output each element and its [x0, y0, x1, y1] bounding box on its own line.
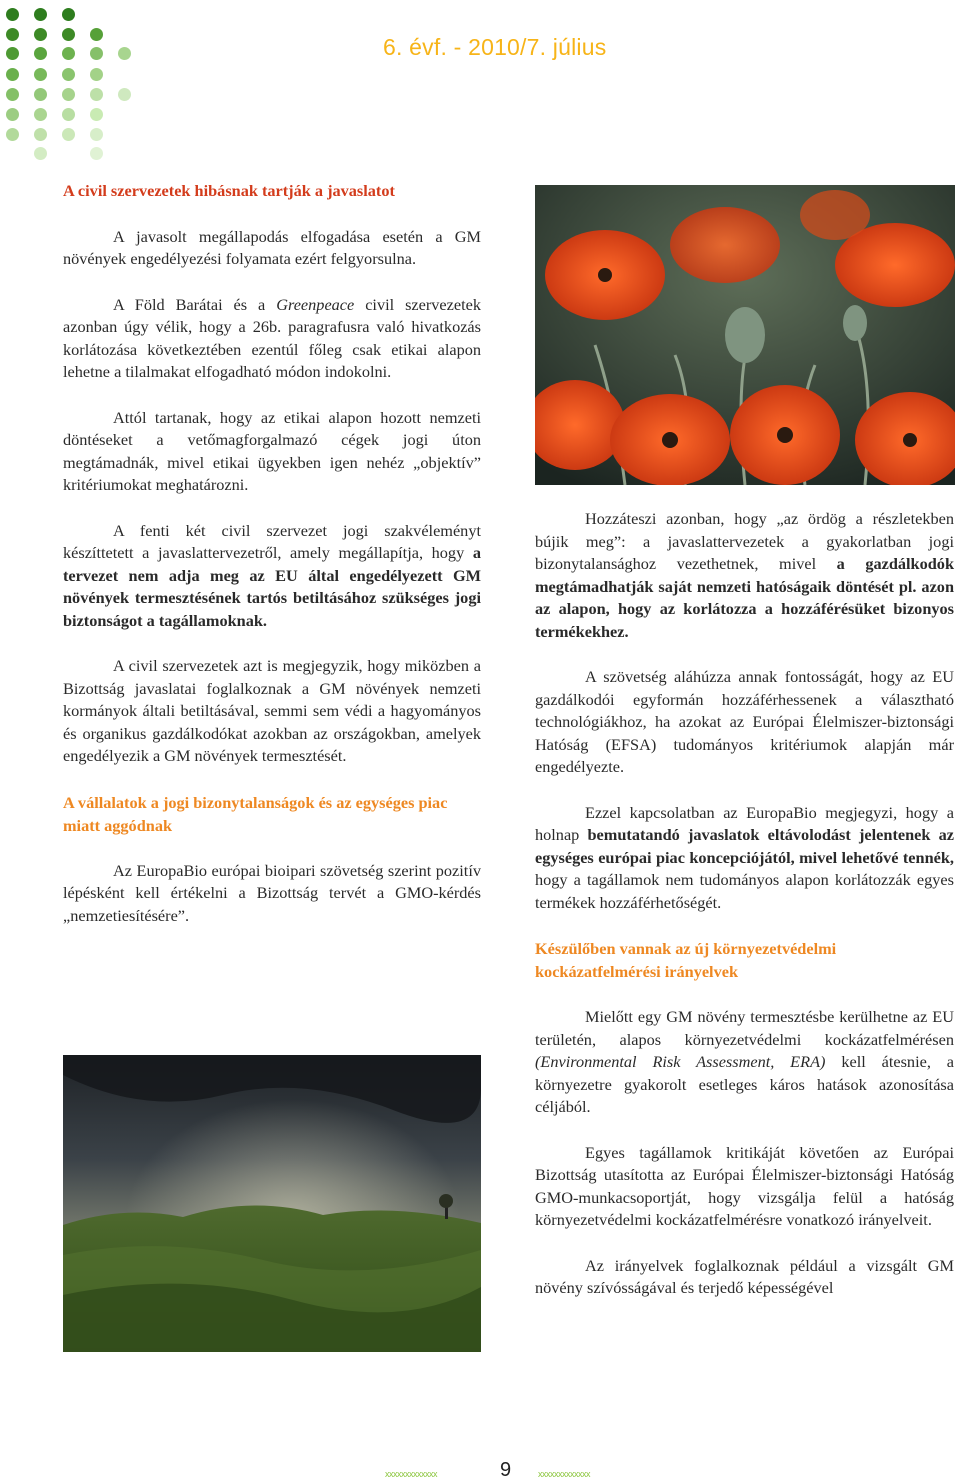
dot-icon — [34, 28, 47, 41]
paragraph: Attól tartanak, hogy az etikai alapon hozott nemzeti döntéseket a vetőmagforgalmazó cégek jogi úton megtámadnák, mivel etikai ügyekben igen nehéz „objektív” kritériumokat meghatározni. — [63, 407, 481, 494]
text-run: Mielőtt egy GM növény termesztésbe kerülhetne az EU területén, alapos környezetvédelmi kockázatfelmérésen — [535, 1007, 954, 1049]
text-run: hogy a tagállamok nem tudományos alapon korlátozzák egyes termékek hozzáférhetőségét. — [535, 870, 954, 912]
paragraph — [535, 802, 954, 915]
dot-icon — [34, 147, 47, 160]
poppy-photo-illustration — [535, 185, 955, 485]
dot-icon — [62, 68, 75, 81]
dot-icon — [6, 68, 19, 81]
dot-icon — [6, 47, 19, 60]
text-run: A fenti két civil szervezet jogi szakvéleményt készíttetett a javaslattervezetről, amely megállapítja, hogy — [63, 520, 481, 562]
paragraph — [535, 1006, 954, 1119]
dot-icon — [6, 108, 19, 121]
issue-header: 6. évf. - 2010/7. július — [383, 34, 607, 60]
dot-icon — [90, 108, 103, 121]
dot-icon — [62, 8, 75, 21]
dot-icon — [62, 128, 75, 141]
dot-icon — [90, 68, 103, 81]
storm-over-wheat-field-photo — [63, 1055, 481, 1352]
dot-icon — [34, 128, 47, 141]
dot-icon — [62, 108, 75, 121]
paragraph: A civil szervezetek azt is megjegyzik, hogy miközben a Bizottság javaslatai foglalkoznak a GM növények nemzeti kormányok általi betiltásával, semmi sem védi a hagyományos és organikus gazdálkodókat azokban az országokban, amelyek engedélyezik a GM növények termesztését. — [63, 656, 481, 765]
footer-ornament-left: xxxxxxxxxxxxx — [385, 1469, 437, 1479]
bold-text: bemutatandó javaslatok eltávolodást jelentenek az egységes európai piac koncepciójától, mivel lehetővé tennék, — [535, 825, 954, 867]
paragraph: Az irányelvek foglalkoznak például a vizsgált GM növény szívósságával és terjedő képességével — [535, 1255, 954, 1297]
text-run: kell átesnie, a környezetre gyakorolt esetleges káros hatások azonosítása céljából. — [535, 1052, 954, 1116]
paragraph — [63, 294, 481, 384]
dot-icon — [62, 88, 75, 101]
text-run: Hozzáteszi azonban, hogy „az ördög a részletekben bújik meg”: a javaslattervezetek a gyakorlatban jogi bizonytalansághoz vezethetnek, mivel — [535, 509, 954, 573]
paragraph — [535, 508, 954, 643]
storm-photo-illustration — [63, 1055, 481, 1352]
paragraph — [63, 520, 481, 633]
italic-text: Greenpeace — [276, 294, 355, 314]
dot-icon — [34, 68, 47, 81]
dot-icon — [6, 28, 19, 41]
dot-icon — [6, 88, 19, 101]
dot-icon — [34, 88, 47, 101]
dot-icon — [34, 8, 47, 21]
paragraph: Az EuropaBio európai bioipari szövetség szerint pozitív lépésként kell értékelni a Bizottság tervét a GMO-kérdés „nemzetiesítésére”. — [63, 860, 481, 925]
section-heading-companies: A vállalatok a jogi bizonytalanságok és az egységes piac miatt aggódnak — [63, 792, 448, 835]
section-heading-risk-assessment: Készülőben vannak az új környezetvédelmi kockázatfelmérési irányelvek — [535, 939, 837, 981]
dot-icon — [90, 128, 103, 141]
page-number: 9 — [500, 1459, 512, 1481]
red-poppies-photo — [535, 185, 955, 485]
paragraph: A javasolt megállapodás elfogadása esetén a GM növények engedélyezési folyamata ezért felgyorsulna. — [63, 226, 481, 268]
italic-text: (Environmental Risk Assessment, ERA) — [535, 1052, 826, 1071]
dot-icon — [90, 88, 103, 101]
dot-icon — [6, 128, 19, 141]
decorative-dot-pattern — [0, 0, 140, 160]
right-column — [535, 508, 954, 1300]
paragraph: A szövetség aláhúzza annak fontosságát, hogy az EU gazdálkodói egyformán hozzáférhessenek a választható technológiákhoz, ha azokat az Európai Élelmiszer-biztonsági Hatóság (EFSA) tudományos kritériumok alapján már engedélyezte. — [535, 667, 954, 776]
dot-icon — [62, 47, 75, 60]
dot-icon — [118, 47, 131, 60]
text-run: A Föld Barátai és a — [113, 294, 277, 314]
dot-icon — [62, 28, 75, 41]
dot-icon — [34, 47, 47, 60]
text-run: Ezzel kapcsolatban az EuropaBio megjegyzi, hogy a holnap — [535, 802, 954, 844]
dot-icon — [90, 147, 103, 160]
text-run: civil szervezetek azonban úgy vélik, hogy a 26b. paragrafusra való hivatkozás korlátozása következtében ezentúl főleg csak etikai alapon lehetne a tilalmakat elfogadható módon indokolni. — [63, 294, 482, 381]
footer-ornament-right: xxxxxxxxxxxxx — [538, 1469, 590, 1479]
left-column — [63, 180, 481, 927]
dot-icon — [34, 108, 47, 121]
dot-icon — [118, 88, 131, 101]
section-heading-civil: A civil szervezetek hibásnak tartják a javaslatot — [63, 181, 395, 200]
paragraph: Egyes tagállamok kritikáját követően az Európai Bizottság utasította az Európai Élelmiszer-biztonsági Hatóság GMO-munkacsoportját, hogy vizsgálja felül a hatóság környezetvédelmi kockázatfelmérésre vonatkozó irányelveit. — [535, 1142, 954, 1229]
dot-icon — [6, 8, 19, 21]
dot-icon — [90, 28, 103, 41]
bold-text: a tervezet nem adja meg az EU által engedélyezett GM növények termesztésének tartós betiltásához szükséges jogi biztonságot a tagállamoknak. — [63, 543, 481, 630]
dot-icon — [90, 47, 103, 60]
bold-text: a gazdálkodók megtámadhatják saját nemzeti hatóságaik döntését pl. azon az alapon, hogy az korlátozza a hozzáférésüket bizonyos termékekhez. — [535, 554, 955, 641]
